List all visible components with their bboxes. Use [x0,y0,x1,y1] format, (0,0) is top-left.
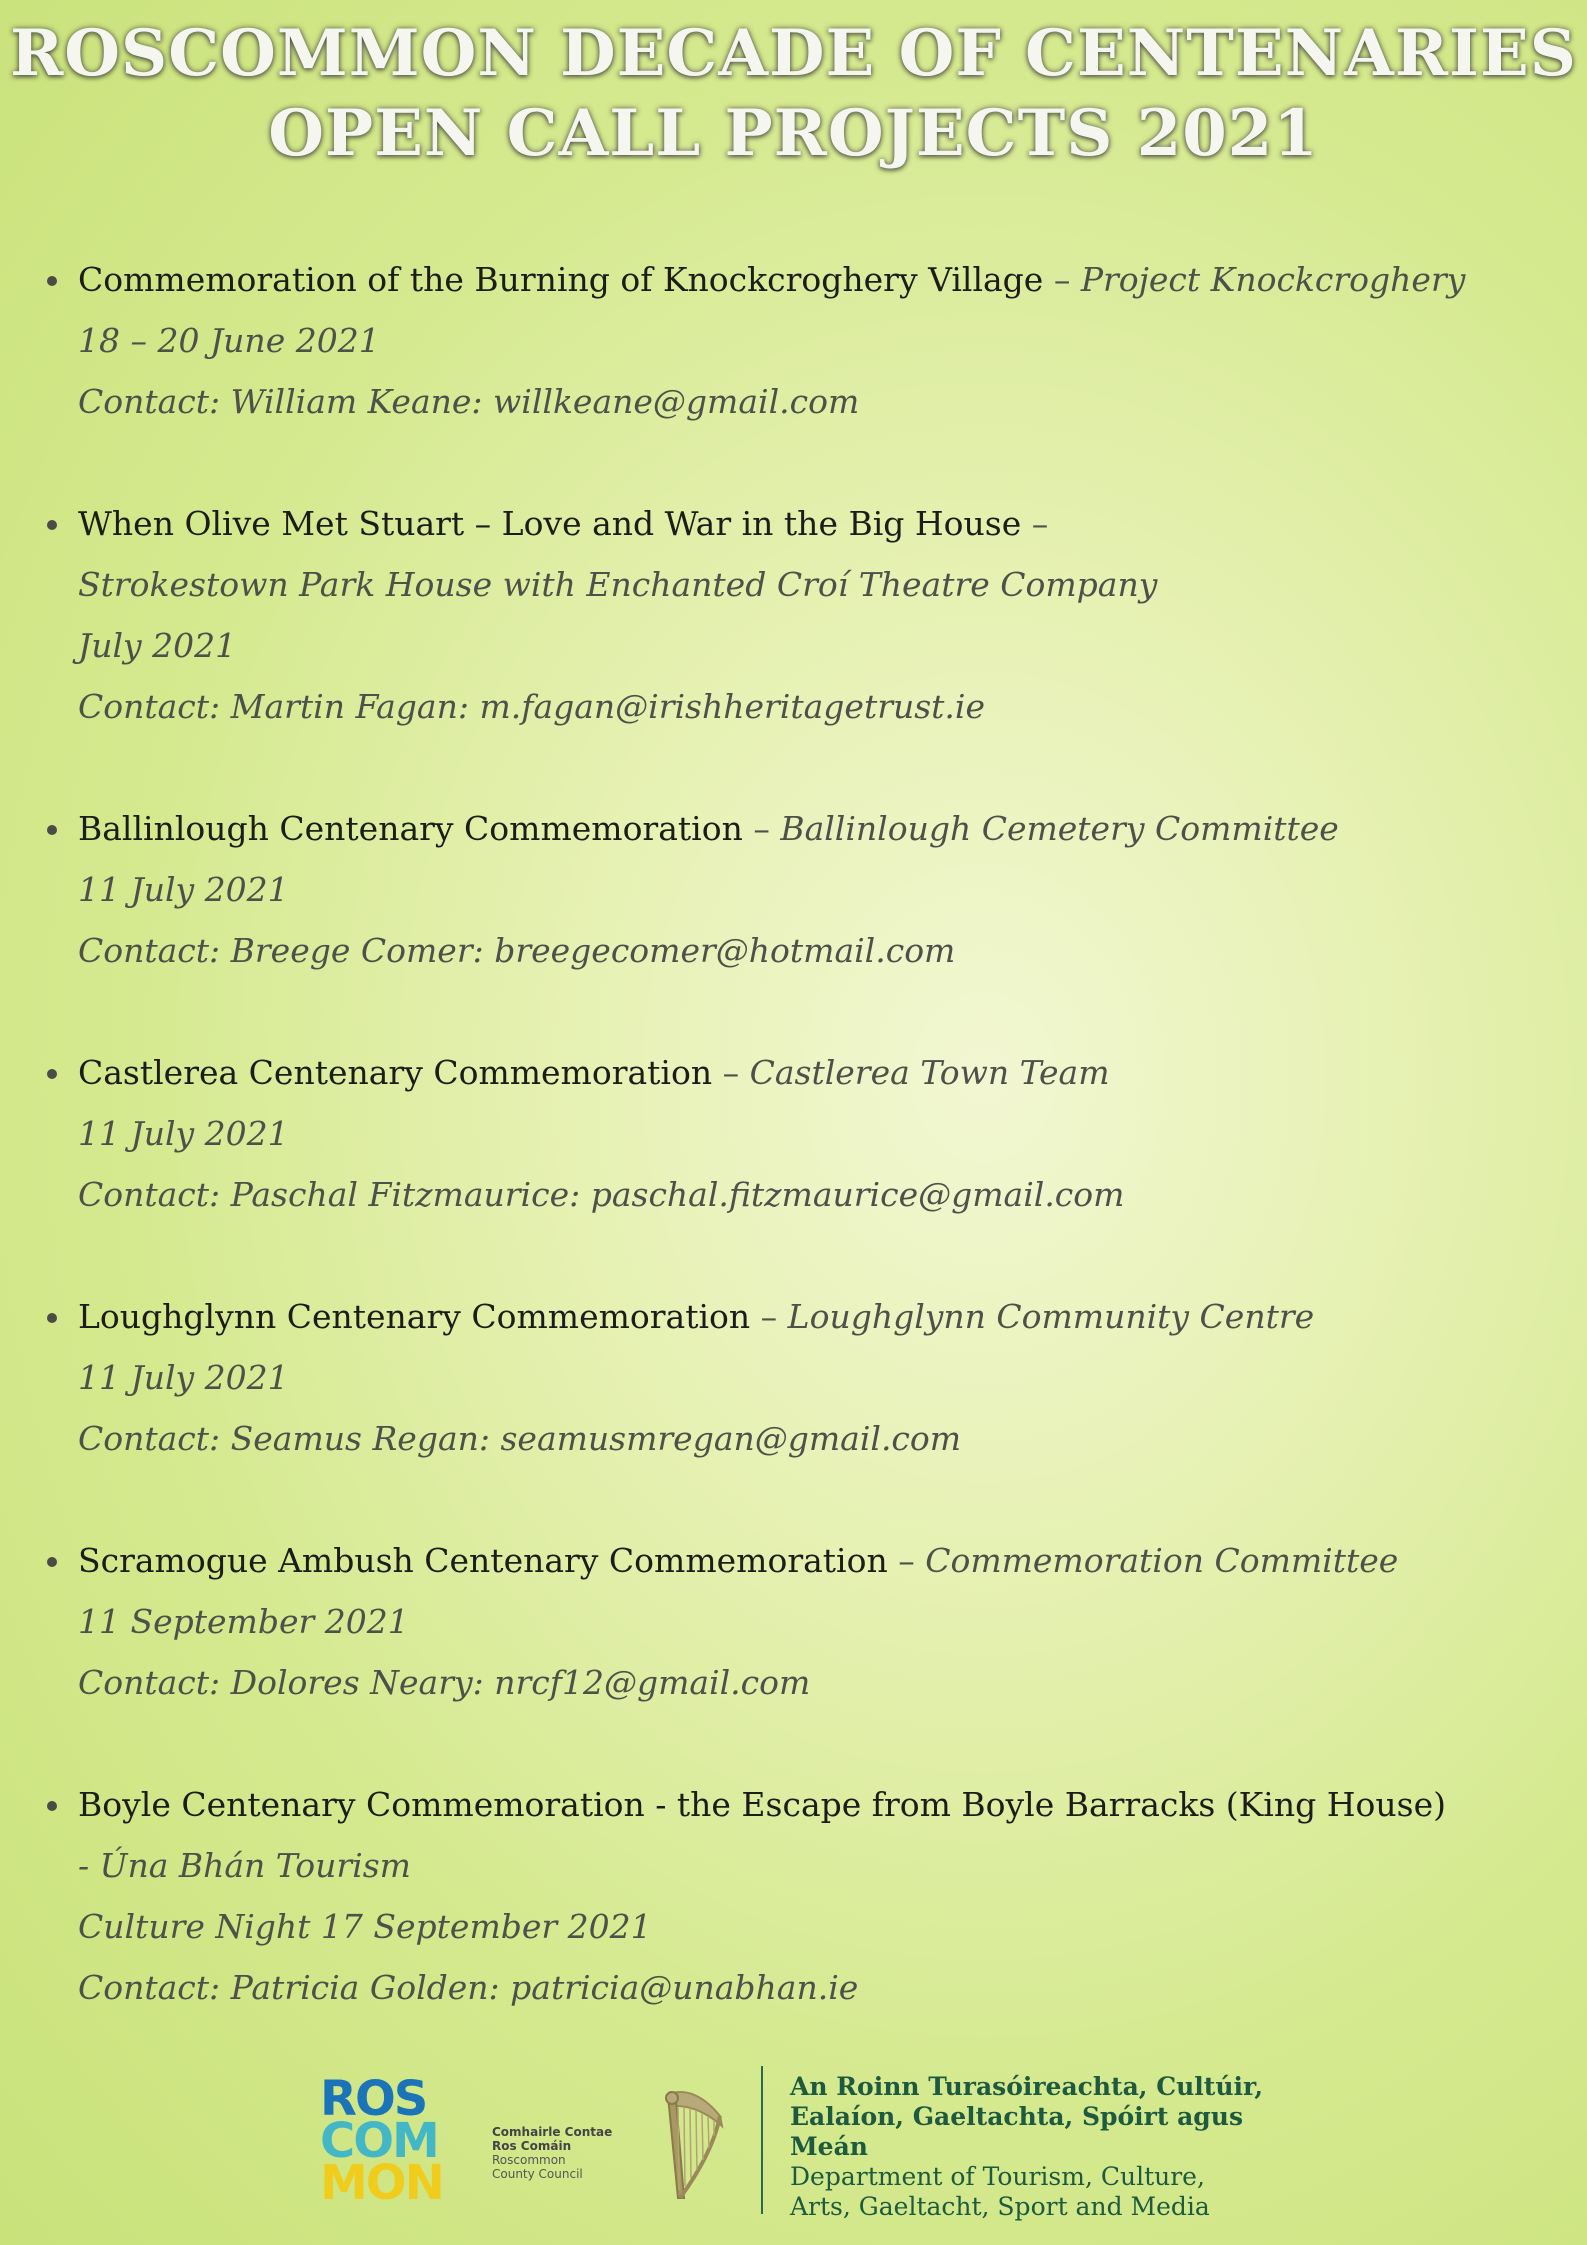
project-name: Ballinlough Centenary Commemoration [78,809,743,848]
bullet-icon [47,1801,57,1811]
project-organiser: Castlerea Town Team [749,1053,1110,1092]
bullet-icon [47,276,57,286]
project-organiser-line: - Úna Bhán Tourism [78,1846,411,1885]
project-name: Castlerea Centenary Commemoration [78,1053,713,1092]
logo-text-ros: ROS [320,2071,427,2127]
project-name: When Olive Met Stuart – Love and War in the Big House [78,504,1022,543]
project-contact: Contact: Paschal Fitzmaurice: paschal.fitzmaurice@gmail.com [78,1175,1125,1214]
project-name: Commemoration of the Burning of Knockcroghery Village [78,260,1044,299]
project-date: 11 July 2021 [78,1114,289,1153]
roscommon-logo [320,2071,480,2211]
project-separator: – [1043,260,1081,299]
logo-text-mon: MON [320,2155,443,2211]
department-name [790,2072,1320,2222]
project-date: July 2021 [78,626,237,665]
project-date: Culture Night 17 September 2021 [78,1907,652,1946]
project-separator: – [887,1541,926,1580]
council-irish-line-2: Ros Comáin [492,2139,572,2153]
bullet-icon [47,1313,57,1323]
project-contact: Contact: Patricia Golden: patricia@unabhan.ie [78,1968,859,2007]
project-name: Boyle Centenary Commemoration - the Escape from Boyle Barracks (King House) [78,1785,1446,1824]
project-contact: Contact: Martin Fagan: m.fagan@irishheritagetrust.ie [78,687,986,726]
project-organiser: Commemoration Committee [925,1541,1399,1580]
bullet-icon [47,1069,57,1079]
project-organiser: Project Knockcroghery [1080,260,1466,299]
bullet-icon [47,825,57,835]
project-item [78,493,1578,737]
project-contact: Contact: Dolores Neary: nrcf12@gmail.com [78,1663,811,1702]
bullet-icon [47,1557,57,1567]
project-item [78,1042,1578,1225]
project-organiser-line: Strokestown Park House with Enchanted Croí Theatre Company [78,565,1158,604]
department-english-line-1: Department of Tourism, Culture, [790,2162,1205,2191]
department-english-line-2: Arts, Gaeltacht, Sport and Media [790,2192,1210,2221]
project-item [78,249,1578,432]
department-irish-line-2: Ealaíon, Gaeltachta, Spóirt agus Meán [790,2102,1244,2161]
title-line-1: ROSCOMMON DECADE OF CENTENARIES [10,16,1577,91]
project-item [78,1530,1578,1713]
council-name [492,2125,612,2181]
council-irish-line-1: Comhairle Contae [492,2125,613,2139]
project-separator: – [1021,504,1049,543]
project-contact: Contact: William Keane: willkeane@gmail.com [78,382,860,421]
project-contact: Contact: Breege Comer: breegecomer@hotmail.com [78,931,956,970]
department-irish-line-1: An Roinn Turasóireachta, Cultúir, [790,2072,1264,2101]
logo-text-com: COM [320,2113,438,2169]
project-separator: – [712,1053,750,1092]
page-title [0,14,1587,174]
council-english-line-2: County Council [492,2167,583,2181]
project-date: 18 – 20 June 2021 [78,321,380,360]
project-separator: – [750,1297,788,1336]
project-contact: Contact: Seamus Regan: seamusmregan@gmail.com [78,1419,962,1458]
footer-logos [320,2066,1320,2221]
project-item [78,798,1578,981]
footer-divider [761,2066,763,2214]
council-english-line-1: Roscommon [492,2153,566,2167]
project-name: Scramogue Ambush Centenary Commemoration [78,1541,888,1580]
project-date: 11 September 2021 [78,1602,409,1641]
project-organiser: Ballinlough Cemetery Committee [780,809,1339,848]
harp-icon [656,2086,732,2208]
title-line-2: OPEN CALL PROJECTS 2021 [268,96,1319,171]
project-date: 11 July 2021 [78,870,289,909]
project-item [78,1774,1578,2018]
project-date: 11 July 2021 [78,1358,289,1397]
project-separator: – [742,809,781,848]
project-organiser: Loughglynn Community Centre [787,1297,1315,1336]
bullet-icon [47,520,57,530]
project-name: Loughglynn Centenary Commemoration [78,1297,751,1336]
project-item [78,1286,1578,1469]
